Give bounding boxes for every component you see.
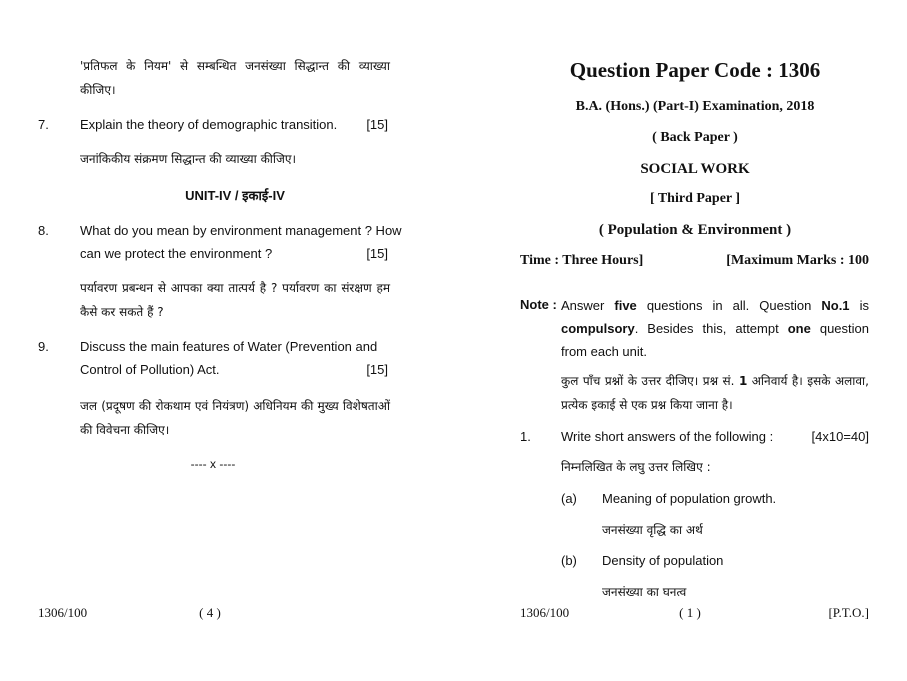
left-page [0,0,453,681]
footer-code-left: 1306/100 [38,605,88,620]
note-hindi-part: अनिवार्य है। इसके अलावा, प्रत्येक इकाई से एक प्रश्न किया जाना है। [561,374,869,412]
q1-hindi: निम्नलिखित के लघु उत्तर लिखिए : [561,460,711,474]
paper-number: [ Third Paper ] [649,191,741,206]
maximum-marks: [Maximum Marks : 100 [726,253,869,268]
q1b-text: Density of population [602,553,724,568]
paper-title: ( Population & Environment ) [598,222,792,238]
note-label: Note : [520,297,557,312]
q8-text-line2: can we protect the environment ? [80,246,273,261]
q1b-hindi: जनसंख्या का घनत्व [602,585,687,599]
note-five: five [614,298,637,313]
footer-page-number-right: ( 1 ) [679,605,701,620]
q9-number: 9. [38,339,49,354]
footer-code-right: 1306/100 [520,605,570,620]
note-one: one [787,321,811,336]
unit4-heading: UNIT-IV / इकाई-IV [185,188,285,203]
note-compulsory: compulsory [561,321,635,336]
note-hindi [561,369,869,417]
note-hindi-part: कुल पाँच प्रश्नों के उत्तर दीजिए। प्रश्न सं. [561,374,735,388]
q8-marks: [15] [366,246,388,261]
note-text-part: . Besides this, attempt [634,321,779,336]
footer-page-number-left: ( 4 ) [199,605,221,620]
q9-text-line1: Discuss the main features of Water (Prevention and [80,339,378,354]
q1b-label: (b) [561,553,577,568]
q8-text-line1: What do you mean by environment management ? How [80,223,402,238]
q1-text: Write short answers of the following : [561,429,774,444]
q1a-text: Meaning of population growth. [602,491,777,506]
note-text-part: questions in all. Question [646,298,812,313]
q9-marks: [15] [366,362,388,377]
q8-hindi: पर्यावरण प्रबन्धन से आपका क्या तात्पर्य है ? पर्यावरण का संरक्षण हम कैसे कर सकते हैं ? [80,281,390,319]
q8-number: 8. [38,223,49,238]
footer-pto: [P.T.O.] [828,605,869,620]
note-question-no1: No.1 [821,298,850,313]
note-text-part: question from each unit. [561,321,869,359]
note-hindi-number: 1 [738,374,748,388]
q9-text-line2: Control of Pollution) Act. [80,362,220,377]
q7-hindi: जनांकिकीय संक्रमण सिद्धान्त की व्याख्या कीजिए। [80,152,297,166]
q1-marks: [4x10=40] [811,429,869,444]
q1-number: 1. [520,429,531,444]
q1a-hindi: जनसंख्या वृद्धि का अर्थ [602,523,703,537]
note-text-part: is [859,298,869,313]
end-of-paper-mark: ---- x ---- [190,457,236,471]
note-text-part: Answer [561,298,605,313]
q9-hindi: जल (प्रदूषण की रोकथाम एवं नियंत्रण) अधिनियम की मुख्य विशेषताओं की विवेचना कीजिए। [80,399,390,437]
subject-name: SOCIAL WORK [640,161,750,177]
q7-marks: [15] [366,117,388,132]
exam-name: B.A. (Hons.) (Part-I) Examination, 2018 [575,99,815,114]
q7-number: 7. [38,117,49,132]
q7-text: Explain the theory of demographic transition. [80,117,338,132]
time-allowed: Time : Three Hours] [520,253,644,268]
right-page [454,0,907,681]
note-english [561,294,869,363]
q6-hindi-continuation: 'प्रतिफल के नियम' से सम्बन्धित जनसंख्या सिद्धान्त की व्याख्या कीजिए। [80,59,390,97]
back-paper-label: ( Back Paper ) [652,130,738,145]
paper-code-title: Question Paper Code : 1306 [569,58,821,82]
q1a-label: (a) [561,491,577,506]
